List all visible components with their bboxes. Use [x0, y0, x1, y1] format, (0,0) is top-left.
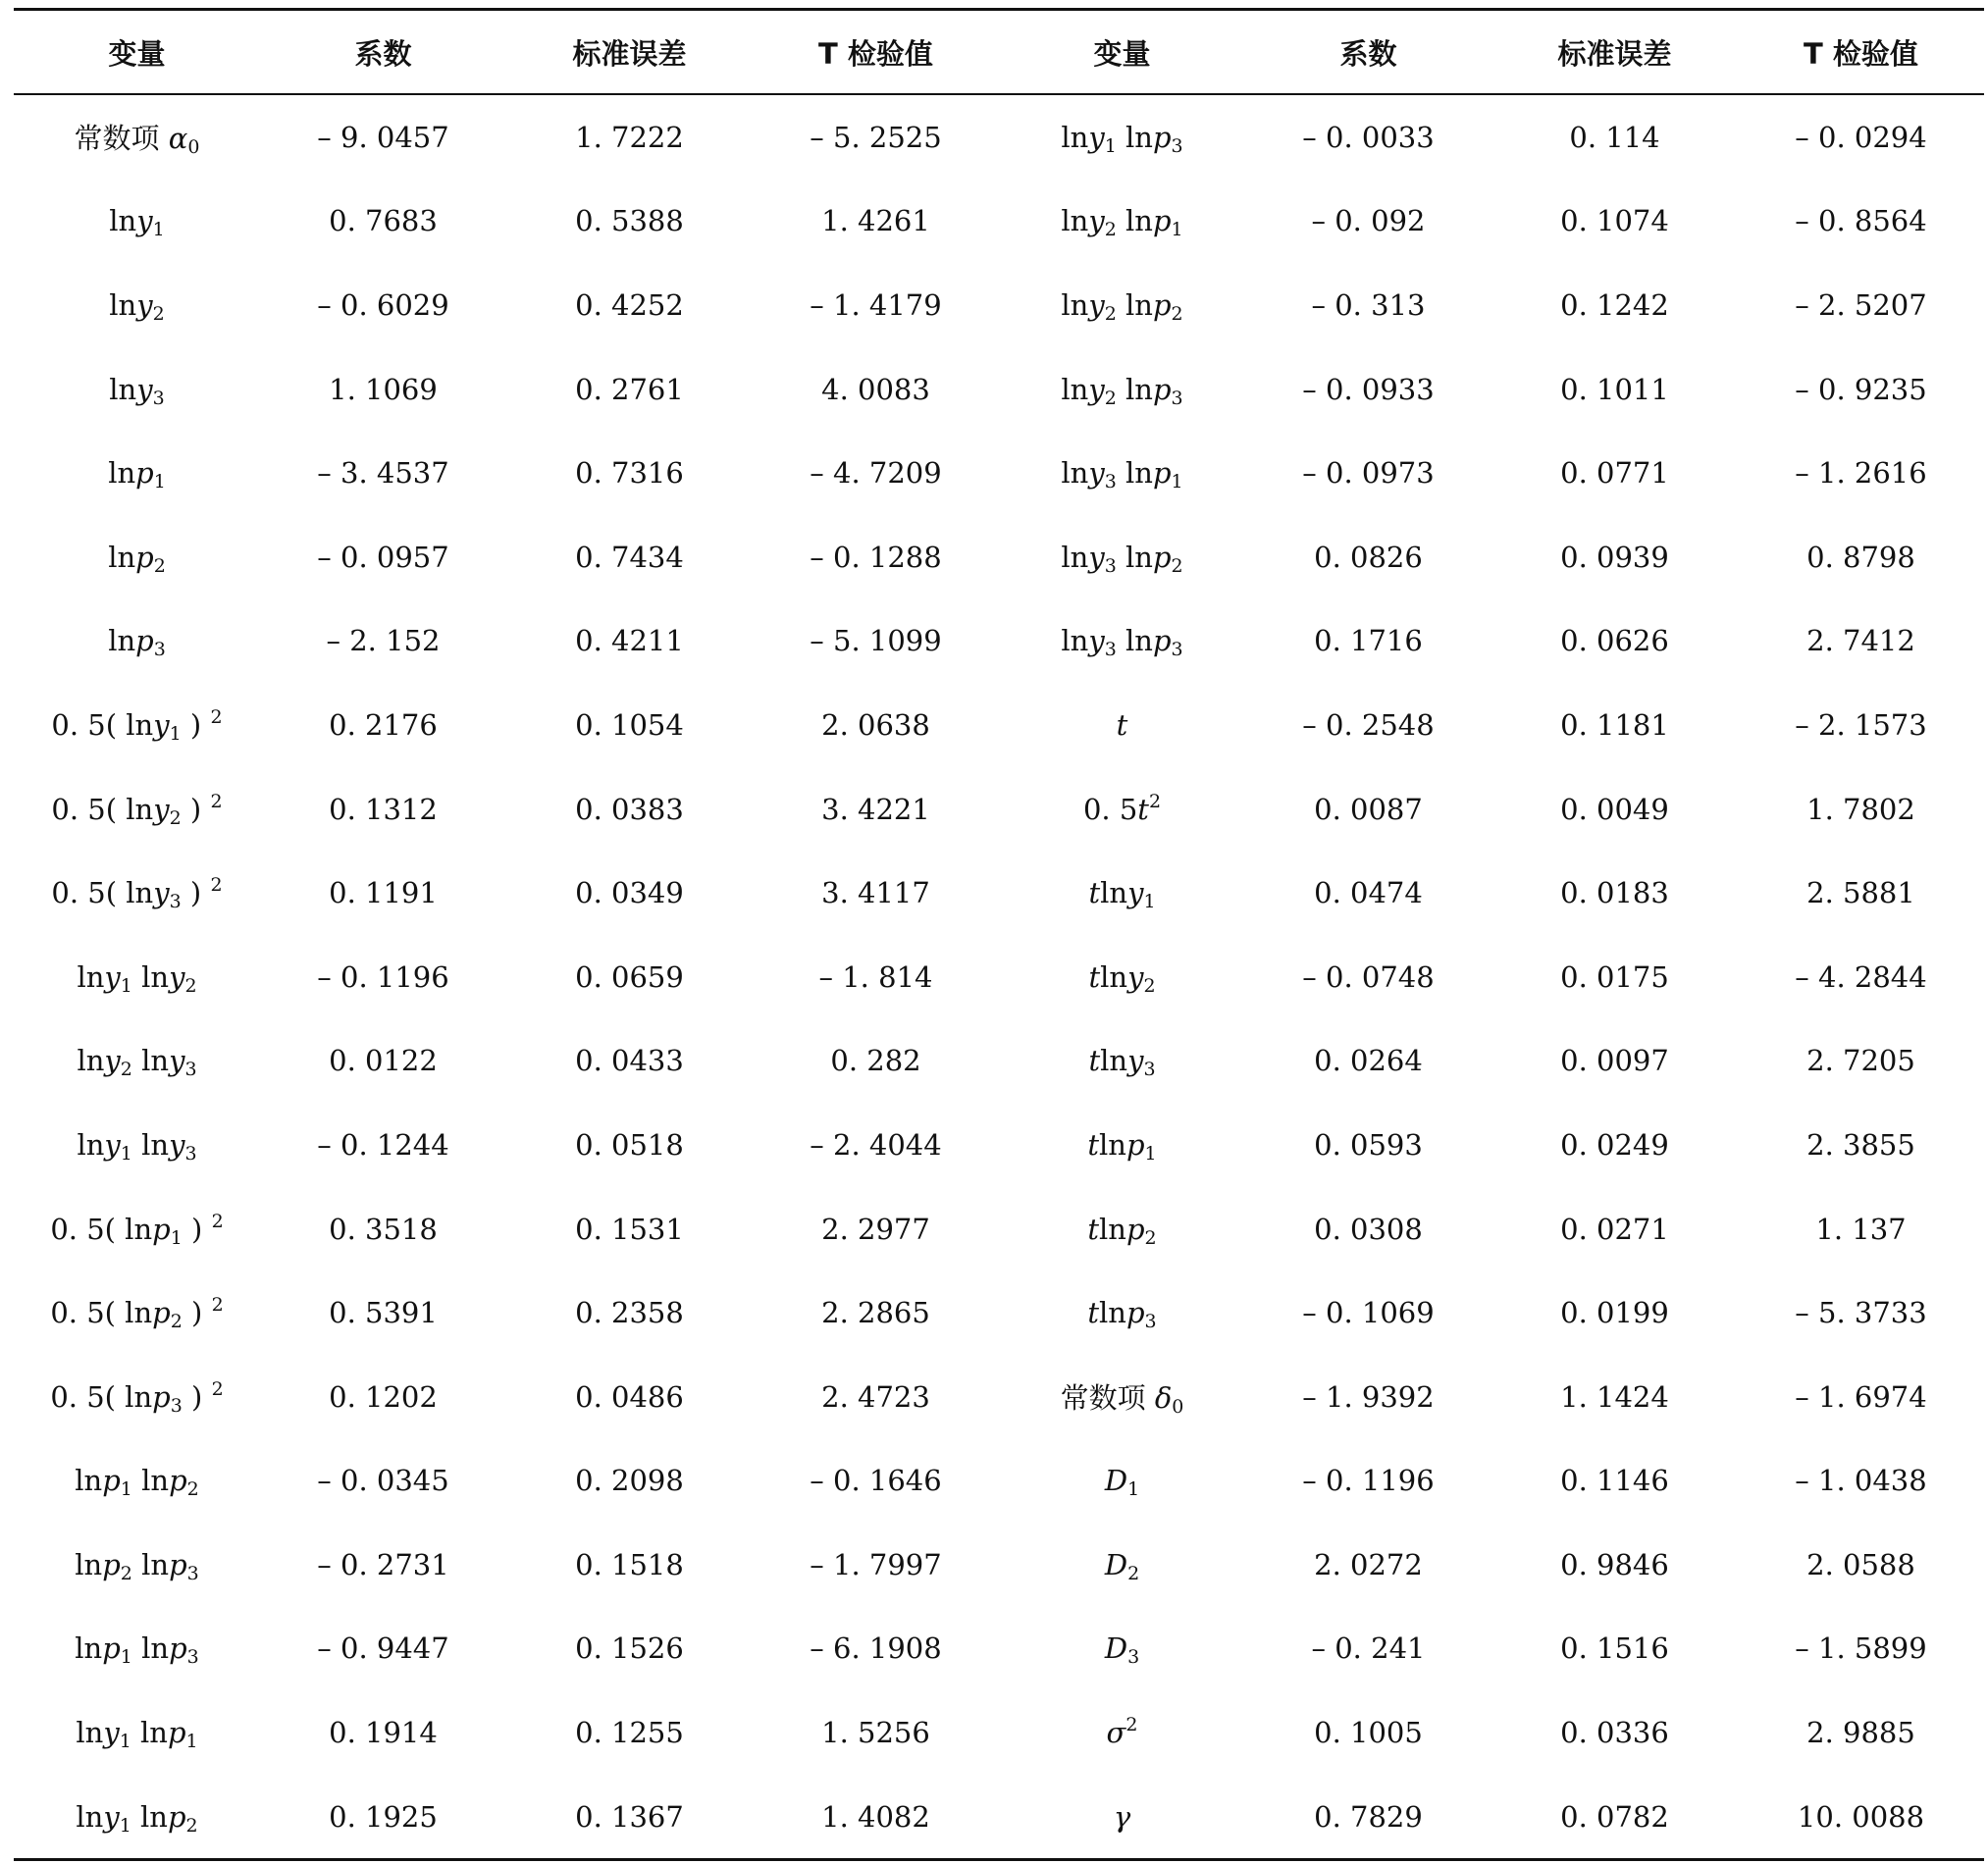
std-error-left-cell: 0. 1526	[575, 1631, 684, 1666]
variable-left-cell: lny$_1$ lnp$_1$	[76, 1716, 198, 1753]
std-error-left-cell: 0. 1255	[575, 1716, 684, 1750]
variable-right-cell: tlnp$_2$	[1087, 1212, 1157, 1249]
variable-right-cell: lny$_1$ lnp$_3$	[1061, 120, 1183, 157]
coefficient-right-cell: 0. 1005	[1314, 1716, 1423, 1750]
t-value-right-cell: 1. 7802	[1806, 792, 1915, 826]
coefficient-right-cell: 0. 0264	[1314, 1044, 1423, 1078]
variable-right-cell: tlnp$_3$	[1087, 1296, 1157, 1333]
t-value-right-cell: 2. 7205	[1806, 1044, 1915, 1078]
std-error-left-cell: 0. 2098	[575, 1464, 684, 1498]
variable-right-cell: lny$_3$ lnp$_2$	[1061, 540, 1183, 577]
coefficient-left-cell: – 0. 2731	[317, 1547, 449, 1581]
variable-left-cell: lnp$_1$ lnp$_3$	[75, 1631, 199, 1669]
header-coefficient-left: 系数	[260, 10, 506, 95]
std-error-left-cell: 0. 7434	[575, 540, 684, 574]
t-value-left-cell: – 1. 7997	[810, 1547, 942, 1581]
std-error-right-cell: 0. 0097	[1560, 1044, 1669, 1078]
std-error-left-cell: 0. 5388	[575, 204, 684, 238]
t-value-left-cell: 2. 2865	[821, 1296, 930, 1330]
table-header-row	[14, 10, 1984, 95]
std-error-right-cell: 0. 9846	[1560, 1547, 1669, 1581]
std-error-right-cell: 0. 0771	[1560, 456, 1669, 491]
std-error-right-cell: 0. 1074	[1560, 204, 1669, 238]
t-value-left-cell: – 0. 1288	[810, 540, 942, 574]
regression-table-container	[14, 8, 1984, 1861]
coefficient-left-cell: 0. 5391	[329, 1296, 438, 1330]
std-error-left-cell: 0. 0349	[575, 876, 684, 910]
variable-left-cell: lnp$_2$	[108, 540, 166, 577]
coefficient-left-cell: – 0. 9447	[317, 1631, 449, 1666]
table-row	[14, 1270, 1984, 1355]
std-error-left-cell: 0. 2358	[575, 1296, 684, 1330]
variable-right-cell: tlny$_3$	[1088, 1044, 1156, 1081]
coefficient-left-cell: – 3. 4537	[317, 456, 449, 491]
t-value-left-cell: 1. 5256	[821, 1716, 930, 1750]
t-value-left-cell: 4. 0083	[821, 372, 930, 406]
t-value-right-cell: – 1. 0438	[1795, 1464, 1927, 1498]
t-value-right-cell: 10. 0088	[1797, 1799, 1925, 1834]
variable-left-cell: 常数项 $\alpha_0$	[74, 122, 200, 159]
t-value-left-cell: 1. 4261	[821, 204, 930, 238]
t-value-right-cell: 2. 9885	[1806, 1716, 1915, 1750]
std-error-right-cell: 0. 1242	[1560, 287, 1669, 322]
table-row	[14, 1607, 1984, 1691]
coefficient-left-cell: 1. 1069	[329, 372, 438, 406]
std-error-right-cell: 0. 1146	[1560, 1464, 1669, 1498]
std-error-right-cell: 0. 0049	[1560, 792, 1669, 826]
variable-left-cell: lny$_2$	[109, 287, 165, 325]
coefficient-left-cell: 0. 1914	[329, 1716, 438, 1750]
coefficient-left-cell: 0. 1191	[329, 876, 438, 910]
coefficient-left-cell: – 2. 152	[326, 624, 441, 658]
std-error-right-cell: 0. 1516	[1560, 1631, 1669, 1666]
t-value-right-cell: – 0. 8564	[1795, 204, 1927, 238]
variable-left-cell: lnp$_3$	[108, 624, 166, 661]
coefficient-left-cell: – 0. 0345	[317, 1464, 449, 1498]
table-row	[14, 1690, 1984, 1775]
header-variable-right: 变量	[999, 10, 1245, 95]
variable-right-cell: $\sigma^2$	[1106, 1714, 1138, 1750]
variable-left-cell: lnp$_1$ lnp$_2$	[75, 1464, 199, 1501]
coefficient-right-cell: 0. 1716	[1314, 624, 1423, 658]
table-row	[14, 1523, 1984, 1607]
table-row	[14, 767, 1984, 852]
coefficient-right-cell: 0. 7829	[1314, 1799, 1423, 1834]
variable-left-cell: 0. 5( lny$_1$ ) $^2$	[51, 705, 223, 745]
std-error-left-cell: 0. 1367	[575, 1799, 684, 1834]
variable-left-cell: 0. 5( lnp$_2$ ) $^2$	[50, 1294, 224, 1333]
variable-right-cell: 常数项 $\delta_0$	[1060, 1381, 1184, 1419]
coefficient-left-cell: – 0. 0957	[317, 540, 449, 574]
variable-right-cell: lny$_2$ lnp$_2$	[1061, 287, 1183, 325]
std-error-left-cell: 0. 0383	[575, 792, 684, 826]
coefficient-right-cell: – 0. 0748	[1302, 959, 1435, 994]
std-error-right-cell: 0. 0271	[1560, 1212, 1669, 1246]
coefficient-left-cell: 0. 0122	[329, 1044, 438, 1078]
coefficient-right-cell: 0. 0826	[1314, 540, 1423, 574]
header-std-error-left: 标准误差	[506, 10, 753, 95]
coefficient-right-cell: – 0. 313	[1311, 287, 1426, 322]
regression-results-table	[14, 8, 1984, 1861]
t-value-left-cell: 2. 2977	[821, 1212, 930, 1246]
table-row	[14, 263, 1984, 347]
std-error-left-cell: 0. 1518	[575, 1547, 684, 1581]
coefficient-right-cell: – 1. 9392	[1302, 1379, 1435, 1414]
table-row	[14, 431, 1984, 515]
variable-left-cell: lny$_3$	[109, 372, 165, 409]
std-error-left-cell: 0. 2761	[575, 372, 684, 406]
variable-right-cell: lny$_3$ lnp$_1$	[1061, 456, 1183, 493]
std-error-left-cell: 0. 0659	[575, 959, 684, 994]
coefficient-left-cell: 0. 1925	[329, 1799, 438, 1834]
variable-left-cell: 0. 5( lnp$_3$ ) $^2$	[50, 1377, 224, 1417]
table-row	[14, 180, 1984, 264]
variable-right-cell: tlny$_2$	[1088, 959, 1156, 997]
std-error-right-cell: 0. 1011	[1560, 372, 1669, 406]
t-value-right-cell: 2. 5881	[1806, 876, 1915, 910]
t-value-left-cell: 2. 4723	[821, 1379, 930, 1414]
variable-right-cell: 0. $5t^2$	[1082, 790, 1162, 826]
std-error-right-cell: 0. 1181	[1560, 707, 1669, 742]
variable-right-cell: lny$_2$ lnp$_1$	[1061, 204, 1183, 241]
coefficient-right-cell: – 0. 1069	[1302, 1296, 1435, 1330]
coefficient-right-cell: 2. 0272	[1314, 1547, 1423, 1581]
variable-left-cell: lny$_1$ lny$_2$	[77, 959, 197, 997]
t-value-left-cell: 0. 282	[830, 1044, 921, 1078]
t-value-left-cell: – 0. 1646	[810, 1464, 942, 1498]
table-row	[14, 1355, 1984, 1439]
std-error-left-cell: 0. 4211	[575, 624, 684, 658]
coefficient-right-cell: 0. 0474	[1314, 876, 1423, 910]
t-value-left-cell: 3. 4221	[821, 792, 930, 826]
variable-left-cell: 0. 5( lny$_2$ ) $^2$	[51, 790, 223, 829]
variable-left-cell: lnp$_2$ lnp$_3$	[75, 1547, 199, 1584]
variable-right-cell: γ	[1113, 1799, 1131, 1834]
std-error-right-cell: 0. 0336	[1560, 1716, 1669, 1750]
std-error-right-cell: 0. 114	[1569, 120, 1660, 154]
coefficient-left-cell: 0. 3518	[329, 1212, 438, 1246]
table-row	[14, 599, 1984, 684]
coefficient-left-cell: – 0. 1196	[317, 959, 449, 994]
t-value-left-cell: – 2. 4044	[810, 1127, 942, 1162]
table-row	[14, 1019, 1984, 1104]
std-error-right-cell: 1. 1424	[1560, 1379, 1669, 1414]
coefficient-right-cell: – 0. 0973	[1302, 456, 1435, 491]
coefficient-left-cell: – 9. 0457	[317, 120, 449, 154]
table-row	[14, 683, 1984, 767]
std-error-left-cell: 0. 0433	[575, 1044, 684, 1078]
std-error-right-cell: 0. 0175	[1560, 959, 1669, 994]
t-value-left-cell: – 4. 7209	[810, 456, 942, 491]
table-row	[14, 851, 1984, 935]
table-row	[14, 515, 1984, 599]
variable-left-cell: lny$_1$ lnp$_2$	[76, 1799, 198, 1837]
t-value-right-cell: – 5. 3733	[1795, 1296, 1927, 1330]
t-value-right-cell: 2. 0588	[1806, 1547, 1915, 1581]
t-value-right-cell: 0. 8798	[1806, 540, 1915, 574]
table-row	[14, 347, 1984, 432]
std-error-left-cell: 0. 0518	[575, 1127, 684, 1162]
t-value-right-cell: – 1. 6974	[1795, 1379, 1927, 1414]
variable-right-cell: lny$_2$ lnp$_3$	[1061, 372, 1183, 409]
std-error-left-cell: 0. 1054	[575, 707, 684, 742]
coefficient-right-cell: 0. 0087	[1314, 792, 1423, 826]
std-error-left-cell: 0. 7316	[575, 456, 684, 491]
variable-left-cell: lny$_1$ lny$_3$	[77, 1127, 197, 1165]
std-error-left-cell: 0. 1531	[575, 1212, 684, 1246]
t-value-right-cell: – 1. 5899	[1795, 1631, 1927, 1666]
header-coefficient-right: 系数	[1245, 10, 1491, 95]
variable-left-cell: lny$_2$ lny$_3$	[77, 1044, 197, 1081]
t-value-right-cell: 1. 137	[1815, 1212, 1907, 1246]
t-value-left-cell: 2. 0638	[821, 707, 930, 742]
variable-right-cell: $D_1$	[1104, 1464, 1140, 1501]
table-row	[14, 1187, 1984, 1271]
coefficient-left-cell: 0. 1312	[329, 792, 438, 826]
std-error-right-cell: 0. 0249	[1560, 1127, 1669, 1162]
coefficient-right-cell: – 0. 0933	[1302, 372, 1435, 406]
coefficient-left-cell: – 0. 1244	[317, 1127, 449, 1162]
t-value-left-cell: – 5. 2525	[810, 120, 942, 154]
coefficient-right-cell: – 0. 241	[1311, 1631, 1426, 1666]
header-variable-left: 变量	[14, 10, 260, 95]
table-row	[14, 1775, 1984, 1860]
variable-right-cell: tlny$_1$	[1088, 876, 1156, 913]
variable-right-cell: $D_3$	[1104, 1631, 1140, 1669]
t-value-right-cell: – 0. 0294	[1795, 120, 1927, 154]
std-error-left-cell: 1. 7222	[575, 120, 684, 154]
t-value-right-cell: – 2. 1573	[1795, 707, 1927, 742]
variable-left-cell: lnp$_1$	[108, 456, 166, 493]
t-value-left-cell: – 1. 814	[818, 959, 933, 994]
std-error-right-cell: 0. 0626	[1560, 624, 1669, 658]
coefficient-right-cell: – 0. 1196	[1302, 1464, 1435, 1498]
t-value-right-cell: – 4. 2844	[1795, 959, 1927, 994]
std-error-right-cell: 0. 0782	[1560, 1799, 1669, 1834]
table-row	[14, 94, 1984, 180]
table-row	[14, 935, 1984, 1019]
coefficient-right-cell: 0. 0308	[1314, 1212, 1423, 1246]
coefficient-right-cell: – 0. 092	[1311, 204, 1426, 238]
t-value-right-cell: – 0. 9235	[1795, 372, 1927, 406]
table-row	[14, 1439, 1984, 1524]
t-value-left-cell: – 5. 1099	[810, 624, 942, 658]
std-error-right-cell: 0. 0199	[1560, 1296, 1669, 1330]
variable-right-cell: $D_2$	[1104, 1547, 1140, 1584]
std-error-left-cell: 0. 4252	[575, 287, 684, 322]
coefficient-right-cell: 0. 0593	[1314, 1127, 1423, 1162]
variable-right-cell: t	[1116, 707, 1128, 742]
std-error-right-cell: 0. 0939	[1560, 540, 1669, 574]
coefficient-right-cell: – 0. 2548	[1302, 707, 1435, 742]
coefficient-left-cell: 0. 1202	[329, 1379, 438, 1414]
variable-left-cell: 0. 5( lny$_3$ ) $^2$	[51, 874, 223, 913]
coefficient-right-cell: – 0. 0033	[1302, 120, 1435, 154]
t-value-right-cell: 2. 7412	[1806, 624, 1915, 658]
table-body	[14, 94, 1984, 1860]
table-row	[14, 1103, 1984, 1187]
coefficient-left-cell: 0. 7683	[329, 204, 438, 238]
variable-left-cell: lny$_1$	[109, 204, 165, 241]
header-t-value-left: T 检验值	[753, 10, 999, 95]
variable-right-cell: tlnp$_1$	[1087, 1127, 1157, 1165]
header-t-value-right: T 检验值	[1738, 10, 1984, 95]
header-std-error-right: 标准误差	[1491, 10, 1738, 95]
t-value-left-cell: – 6. 1908	[810, 1631, 942, 1666]
t-value-right-cell: 2. 3855	[1806, 1127, 1915, 1162]
coefficient-left-cell: 0. 2176	[329, 707, 438, 742]
t-value-left-cell: 3. 4117	[821, 876, 930, 910]
variable-left-cell: 0. 5( lnp$_1$ ) $^2$	[50, 1210, 224, 1249]
t-value-right-cell: – 1. 2616	[1795, 456, 1927, 491]
t-value-left-cell: 1. 4082	[821, 1799, 930, 1834]
std-error-left-cell: 0. 0486	[575, 1379, 684, 1414]
coefficient-left-cell: – 0. 6029	[317, 287, 449, 322]
std-error-right-cell: 0. 0183	[1560, 876, 1669, 910]
t-value-left-cell: – 1. 4179	[810, 287, 942, 322]
variable-right-cell: lny$_3$ lnp$_3$	[1061, 624, 1183, 661]
t-value-right-cell: – 2. 5207	[1795, 287, 1927, 322]
